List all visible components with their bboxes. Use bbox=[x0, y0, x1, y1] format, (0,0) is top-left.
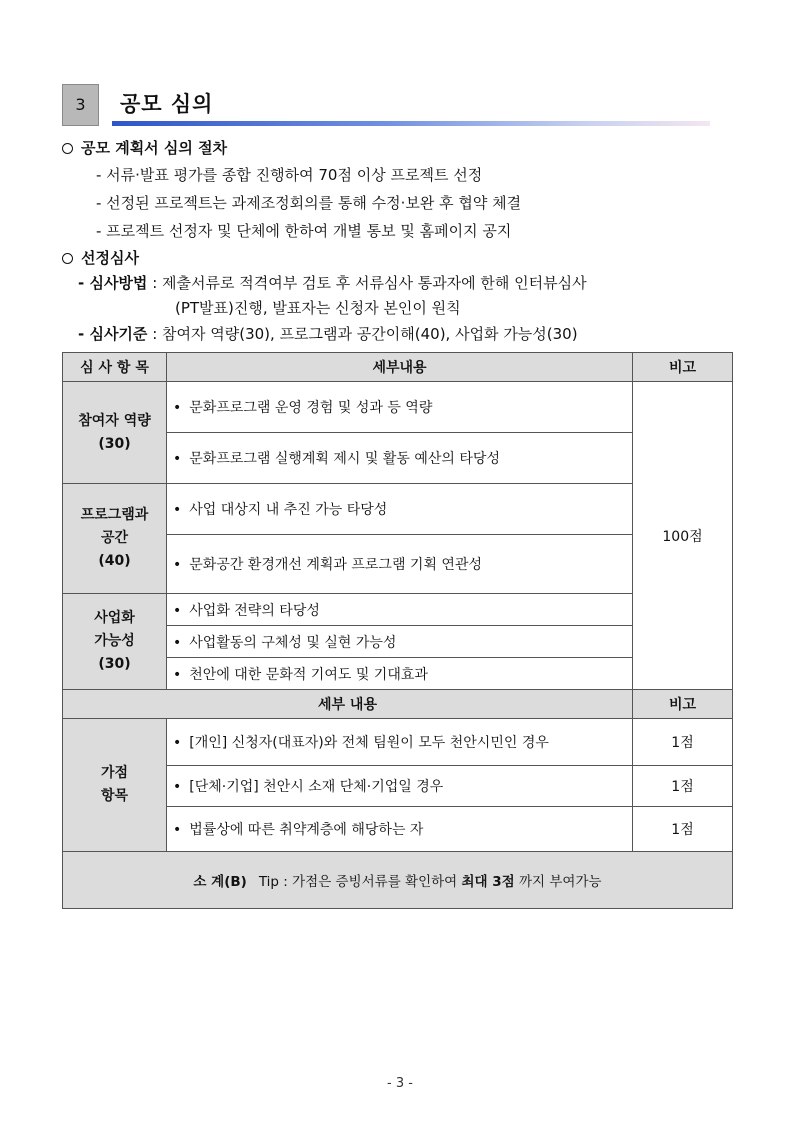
header-detail: 세부내용 bbox=[167, 353, 633, 382]
bonus-header-note: 비고 bbox=[633, 690, 733, 719]
category-label: (40) bbox=[98, 553, 131, 569]
circle-bullet-icon bbox=[62, 253, 73, 264]
page-number: - 3 - bbox=[387, 1076, 413, 1091]
circle-bullet-icon bbox=[62, 143, 73, 154]
category-label: 공간 bbox=[100, 530, 129, 546]
table-row: • 법률상에 따른 취약계층에 해당하는 자 bbox=[167, 807, 633, 852]
table-row: • 천안에 대한 문화적 기여도 및 기대효과 bbox=[167, 658, 633, 690]
bonus-category-label: 가점 bbox=[100, 765, 129, 781]
method-line bbox=[78, 272, 587, 293]
procedure-item: - 서류·발표 평가를 종합 진행하여 70점 이상 프로젝트 선정 bbox=[96, 166, 483, 184]
evaluation-table bbox=[62, 352, 733, 909]
selection-heading: 선정심사 bbox=[62, 247, 139, 268]
criteria-text: : 참여자 역량(30), 프로그램과 공간이해(40), 사업화 가능성(30) bbox=[152, 325, 578, 343]
bonus-header-detail: 세부 내용 bbox=[63, 690, 633, 719]
table-row: • [단체·기업] 천안시 소재 단체·기업일 경우 bbox=[167, 766, 633, 807]
bonus-category-label: 항목 bbox=[100, 788, 129, 804]
header-note: 비고 bbox=[633, 353, 733, 382]
score-total: 100점 bbox=[633, 382, 733, 690]
category-cell bbox=[63, 484, 167, 594]
table-row: • 사업화 전략의 타당성 bbox=[167, 594, 633, 626]
bonus-score: 1점 bbox=[633, 807, 733, 852]
category-label: 가능성 bbox=[94, 633, 135, 649]
method-label: - 심사방법 bbox=[78, 274, 148, 292]
category-label: (30) bbox=[98, 656, 131, 672]
procedure-item: - 선정된 프로젝트는 과제조정회의를 통해 수정·보완 후 협약 체결 bbox=[96, 194, 522, 212]
category-cell bbox=[63, 594, 167, 690]
table-row: • 문화프로그램 운영 경험 및 성과 등 역량 bbox=[167, 382, 633, 433]
header-category: 심 사 항 목 bbox=[63, 353, 167, 382]
method-text: : 제출서류로 적격여부 검토 후 서류심사 통과자에 한해 인터뷰심사 bbox=[152, 274, 587, 292]
procedure-heading: 공모 계획서 심의 절차 bbox=[62, 137, 227, 158]
category-label: 프로그램과 bbox=[80, 507, 149, 523]
table-row: • 사업활동의 구체성 및 실현 가능성 bbox=[167, 626, 633, 658]
procedure-item: - 프로젝트 선정자 및 단체에 한하여 개별 통보 및 홈페이지 공지 bbox=[96, 222, 512, 240]
table-row: • 문화프로그램 실행계획 제시 및 활동 예산의 타당성 bbox=[167, 433, 633, 484]
criteria-label: - 심사기준 bbox=[78, 325, 148, 343]
section-number: 3 bbox=[62, 84, 99, 126]
section-title: 공모 심의 bbox=[120, 92, 214, 116]
subtotal-label: 소 계(B) bbox=[193, 874, 247, 890]
category-cell bbox=[63, 382, 167, 484]
tip-prefix: Tip : 가점은 증빙서류를 확인하여 bbox=[258, 874, 462, 890]
table-row: • 사업 대상지 내 추진 가능 타당성 bbox=[167, 484, 633, 535]
bonus-score: 1점 bbox=[633, 766, 733, 807]
tip-suffix: 까지 부여가능 bbox=[514, 874, 602, 890]
method-text-cont: (PT발표)진행, 발표자는 신청자 본인이 원칙 bbox=[175, 299, 461, 317]
category-label: 참여자 역량 bbox=[78, 412, 151, 429]
category-label: 사업화 bbox=[94, 610, 135, 626]
bonus-category bbox=[63, 719, 167, 852]
subtotal-row bbox=[63, 852, 733, 909]
section-header bbox=[62, 84, 712, 130]
section-underline bbox=[112, 121, 710, 126]
bonus-score: 1점 bbox=[633, 719, 733, 766]
criteria-line bbox=[78, 323, 578, 344]
table-row: • [개인] 신청자(대표자)와 전체 팀원이 모두 천안시민인 경우 bbox=[167, 719, 633, 766]
table-row: • 문화공간 환경개선 계획과 프로그램 기획 연관성 bbox=[167, 535, 633, 594]
tip-bold: 최대 3점 bbox=[461, 874, 515, 890]
category-label: (30) bbox=[98, 435, 131, 452]
